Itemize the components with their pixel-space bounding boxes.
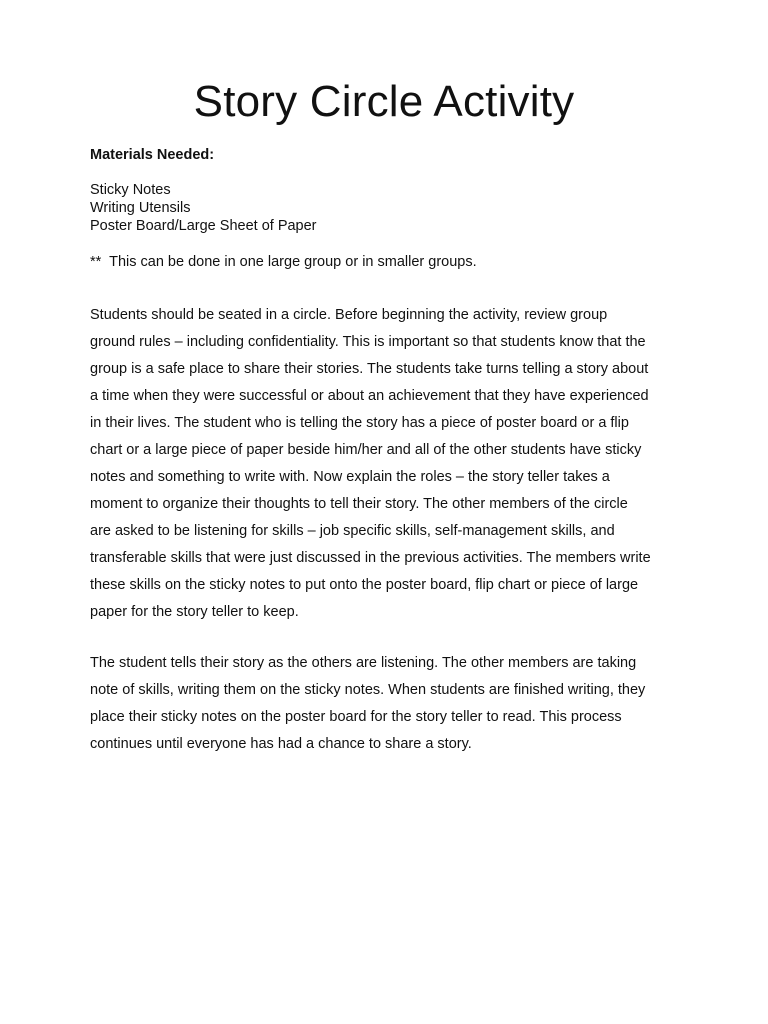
paragraph-line: in their lives. The student who is telling the story has a piece of poster board or a flip bbox=[90, 415, 629, 431]
paragraph-line: these skills on the sticky notes to put onto the poster board, flip chart or piece of large bbox=[90, 577, 639, 593]
paragraph-line: Students should be seated in a circle. Before beginning the activity, review group bbox=[90, 307, 608, 323]
paragraph-line: paper for the story teller to keep. bbox=[90, 604, 299, 620]
paragraph-line: a time when they were successful or about an achievement that they have experienced bbox=[90, 388, 649, 404]
paragraph-line: chart or a large piece of paper beside him/her and all of the other students have sticky bbox=[90, 442, 642, 458]
process-paragraph bbox=[90, 650, 690, 758]
paragraph-line: ground rules – including confidentiality. This is important so that students know that the bbox=[90, 334, 646, 350]
paragraph-line: moment to organize their thoughts to tell their story. The other members of the circle bbox=[90, 496, 628, 512]
materials-heading: Materials Needed: bbox=[90, 147, 215, 163]
paragraph-line: The student tells their story as the others are listening. The other members are taking bbox=[90, 655, 637, 671]
materials-item: Writing Utensils bbox=[90, 200, 191, 216]
paragraph-line: note of skills, writing them on the sticky notes. When students are finished writing, they bbox=[90, 682, 646, 698]
paragraph-line: notes and something to write with. Now explain the roles – the story teller takes a bbox=[90, 469, 610, 485]
materials-list bbox=[90, 181, 317, 235]
paragraph-line: place their sticky notes on the poster board for the story teller to read. This process bbox=[90, 709, 622, 725]
materials-item: Poster Board/Large Sheet of Paper bbox=[90, 218, 317, 234]
paragraph-line: transferable skills that were just discussed in the previous activities. The members write bbox=[90, 550, 651, 566]
instructions-paragraph bbox=[90, 302, 690, 626]
paragraph-line: group is a safe place to share their stories. The students take turns telling a story about bbox=[90, 361, 649, 377]
paragraph-line: continues until everyone has had a chance to share a story. bbox=[90, 736, 472, 752]
page-title: Story Circle Activity bbox=[193, 77, 575, 126]
materials-item: Sticky Notes bbox=[90, 182, 171, 198]
paragraph-line: are asked to be listening for skills – job specific skills, self-management skills, and bbox=[90, 523, 615, 539]
group-size-note: ** This can be done in one large group or in smaller groups. bbox=[90, 254, 477, 270]
